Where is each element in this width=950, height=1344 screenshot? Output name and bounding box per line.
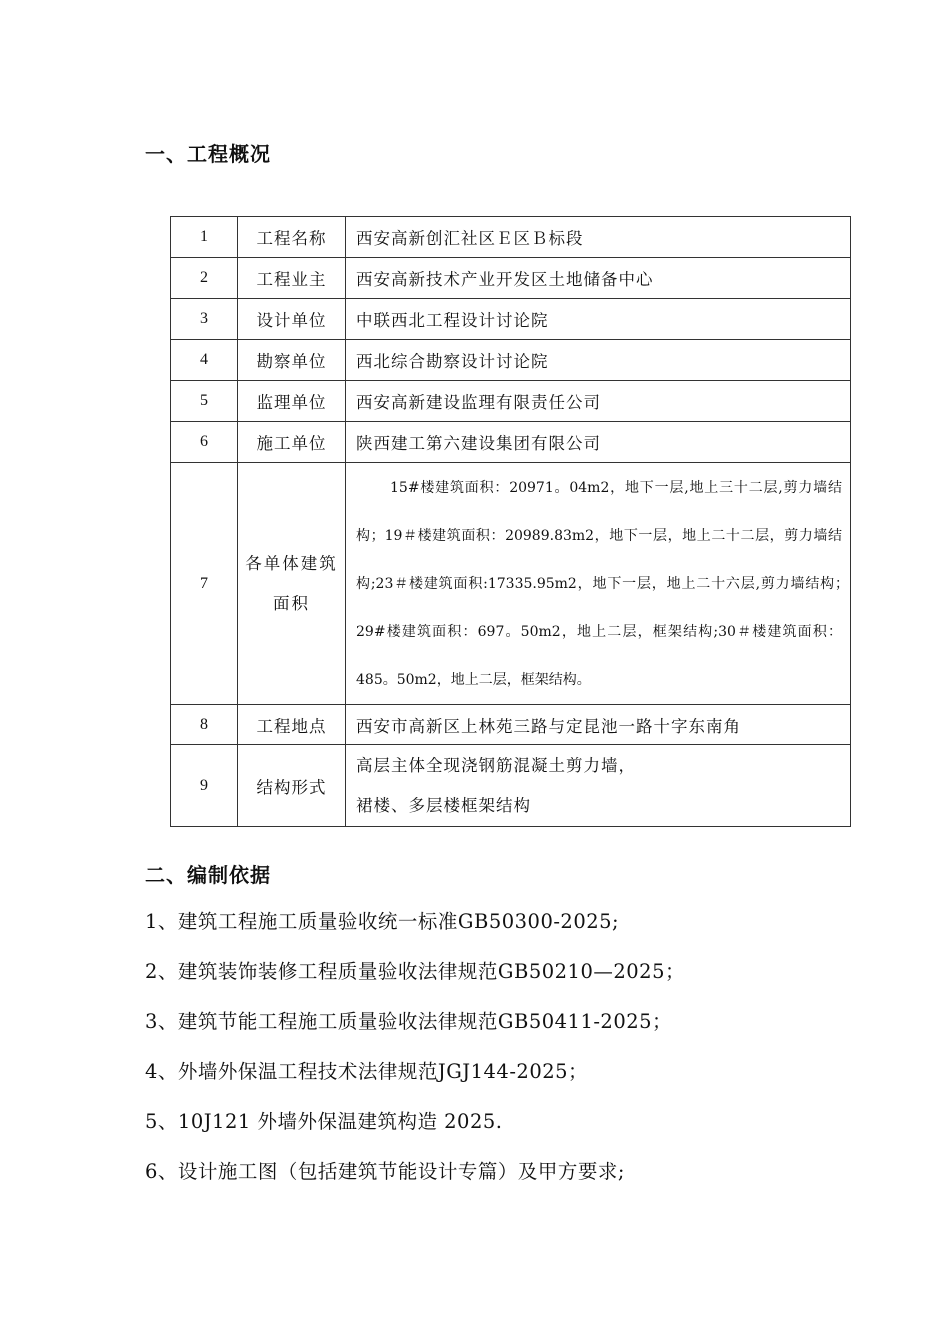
table-row [171, 381, 851, 422]
row-value [346, 745, 851, 827]
list-item: 1、建筑工程施工质量验收统一标准GB50300-2025; [145, 910, 620, 933]
row-value: 西安高新技术产业开发区土地储备中心 [346, 258, 851, 299]
table-row [171, 745, 851, 827]
row-number: 5 [171, 381, 238, 422]
row-label: 工程地点 [238, 705, 346, 745]
building-area-description [346, 463, 856, 705]
table-row [171, 217, 851, 258]
row-value: 西安高新创汇社区Ｅ区Ｂ标段 [346, 217, 851, 258]
row-label: 勘察单位 [238, 340, 346, 381]
basis-list [145, 904, 865, 1204]
row-value: 西安市高新区上林苑三路与定昆池一路十字东南角 [346, 705, 851, 745]
row-number: 3 [171, 299, 238, 340]
list-item: 3、建筑节能工程施工质量验收法律规范GB50411-2025； [145, 1010, 673, 1033]
row-label: 结构形式 [238, 745, 346, 827]
row-label: 设计单位 [238, 299, 346, 340]
table-row [171, 422, 851, 463]
project-overview-table [170, 216, 856, 827]
table-row [171, 258, 851, 299]
row-number: 9 [171, 745, 238, 827]
row-label: 施工单位 [238, 422, 346, 463]
row-value: 15#楼建筑面积：20971。04m2，地下一层,地上三十二层,剪力墙结构；19＃楼建筑面积：20989.83m2，地下一层，地上二十二层，剪力墙结构;23＃楼建筑面积:17335.95m2，地下一层，地上二十六层,剪力墙结构； 29#楼建筑面积：697。50m2，地上二层，框架结构;30＃楼建筑面积：485。50m2，地上二层，框架结构。 [356, 480, 856, 688]
row-value: 陕西建工第六建设集团有限公司 [346, 422, 851, 463]
row-number: 8 [171, 705, 238, 745]
list-item: 6、设计施工图（包括建筑节能设计专篇）及甲方要求; [145, 1160, 625, 1183]
row-number: 7 [171, 463, 238, 705]
row-number: 6 [171, 422, 238, 463]
row-number: 2 [171, 258, 238, 299]
table-row [171, 340, 851, 381]
row-value: 西安高新建设监理有限责任公司 [346, 381, 851, 422]
row-value: 中联西北工程设计讨论院 [346, 299, 851, 340]
row-label: 工程名称 [238, 217, 346, 258]
row-value-line: 裙楼、多层楼框架结构 [356, 795, 531, 815]
row-label: 工程业主 [238, 258, 346, 299]
table-row [171, 463, 851, 705]
list-item: 4、外墙外保温工程技术法律规范JGJ144-2025； [145, 1060, 589, 1083]
row-value: 西北综合勘察设计讨论院 [346, 340, 851, 381]
row-label: 各单体建筑面积 [238, 463, 346, 705]
list-item: 5、10J121 外墙外保温建筑构造 2025. [145, 1110, 503, 1133]
row-label: 监理单位 [238, 381, 346, 422]
table-row [171, 299, 851, 340]
row-number: 4 [171, 340, 238, 381]
row-number: 1 [171, 217, 238, 258]
table-row [171, 705, 851, 745]
section-heading-basis: 二、编制依据 [145, 863, 271, 887]
section-heading-overview: 一、工程概况 [145, 142, 271, 166]
row-value-line: 高层主体全现浇钢筋混凝土剪力墙， [356, 755, 636, 775]
list-item: 2、建筑装饰装修工程质量验收法律规范GB50210—2025； [145, 960, 685, 983]
